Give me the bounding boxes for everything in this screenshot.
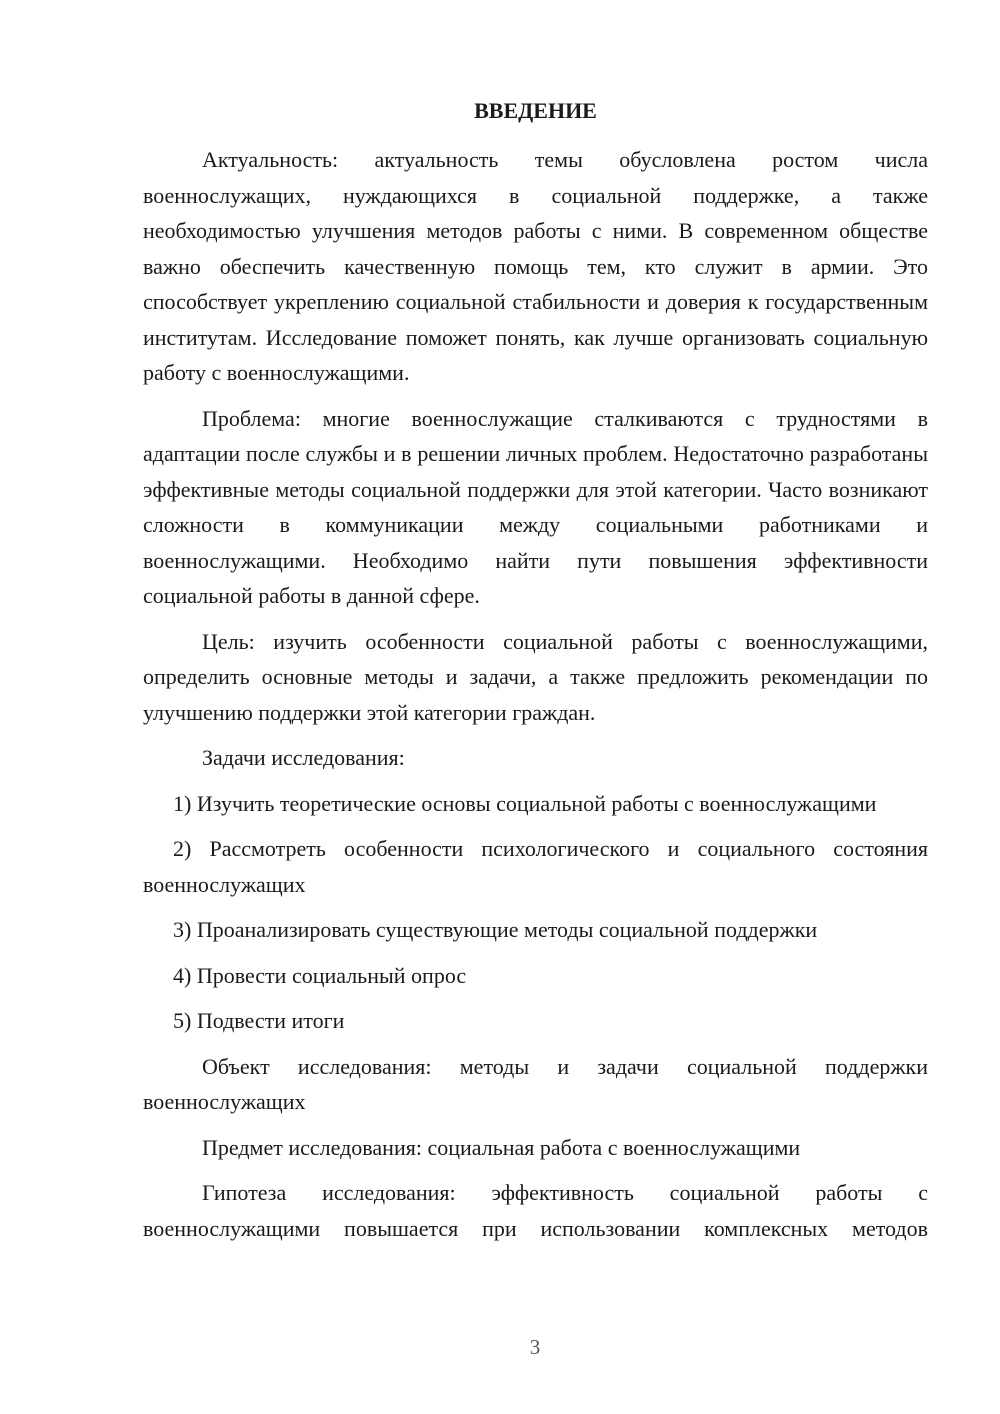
task-item-3: 3) Проанализировать существующие методы социальной поддержки bbox=[173, 917, 818, 942]
document-body bbox=[143, 142, 928, 1256]
paragraph-subject: Предмет исследования: социальная работа с военнослужащими bbox=[202, 1134, 801, 1160]
paragraph-hypothesis: Гипотеза исследования: эффективность социальной работы с военнослужащими повышается при использовании комплексных методов bbox=[143, 1180, 928, 1241]
paragraph-object: Объект исследования: методы и задачи социальной поддержки военнослужащих bbox=[143, 1053, 928, 1114]
task-item-4: 4) Провести социальный опрос bbox=[173, 962, 467, 988]
paragraph-goal: Цель: изучить особенности социальной работы с военнослужащими, определить основные методы и задачи, а также предложить рекомендации по улучшению поддержки этой категории граждан. bbox=[143, 628, 928, 725]
page-title: ВВЕДЕНИЕ bbox=[474, 98, 597, 123]
paragraph-relevance: Актуальность: актуальность темы обусловлена ростом числа военнослужащих, нуждающихся в социальной поддержке, а также необходимостью улучшения методов работы с ними. В современном обществе важно обеспечить качественную помощь тем, кто служит в армии. Это способствует укреплению социальной стабильности и доверия к государственным институтам. Исследование поможет понять, как лучше организовать социальную работу с военнослужащими. bbox=[143, 147, 928, 385]
task-item-5: 5) Подвести итоги bbox=[173, 1008, 345, 1033]
page-number: 3 bbox=[529, 1335, 541, 1359]
tasks-heading: Задачи исследования: bbox=[202, 745, 405, 770]
paragraph-problem: Проблема: многие военнослужащие сталкиваются с трудностями в адаптации после службы и в решении личных проблем. Недостаточно разработаны эффективные методы социальной поддержки для этой категории. Часто возникают сложности в коммуникации между социальными работниками и военнослужащими. Необходимо найти пути повышения эффективности социальной работы в данной сфере. bbox=[143, 405, 928, 608]
task-item-2: 2) Рассмотреть особенности психологического и социального состояния военнослужащих bbox=[143, 836, 928, 897]
task-item-1: 1) Изучить теоретические основы социальной работы с военнослужащими bbox=[173, 790, 877, 816]
